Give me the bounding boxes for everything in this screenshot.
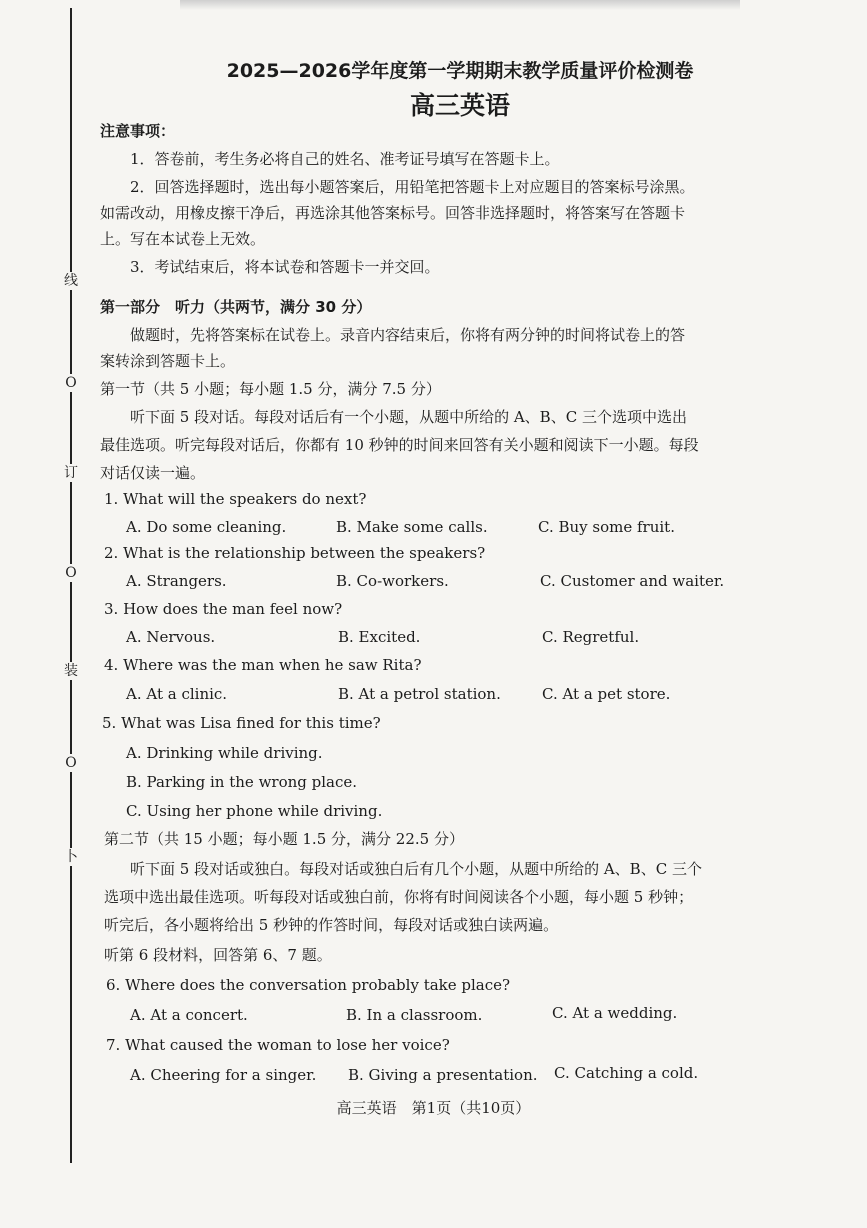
binding-mark: 线 [60,272,82,290]
option-b: B. In a classroom. [346,1006,483,1024]
scan-shadow [180,0,740,10]
question-6: 6. Where does the conversation probably take place? [106,976,511,994]
binding-mark: 卜 [60,848,82,866]
note-2-cont: 上。写在本试卷上无效。 [100,230,266,248]
exam-title: 2025—2026学年度第一学期期末教学质量评价检测卷 [226,60,694,82]
question-3: 3. How does the man feel now? [104,600,343,618]
option-a: A. At a concert. [130,1006,248,1024]
option-c: C. Using her phone while driving. [126,802,383,820]
option-a: A. Cheering for a singer. [130,1066,317,1084]
section1-heading: 第一节（共 5 小题；每小题 1.5 分，满分 7.5 分） [100,380,441,398]
question-1: 1. What will the speakers do next? [104,490,367,508]
option-c: C. At a pet store. [542,685,671,703]
option-b: B. Co-workers. [336,572,449,590]
option-a: A. At a clinic. [126,685,228,703]
binding-line [70,8,72,1163]
material-instruction: 听第 6 段材料，回答第 6、7 题。 [104,946,332,964]
part1-intro: 做题时，先将答案标在试卷上。录音内容结束后，你将有两分钟的时间将试卷上的答 [130,326,686,344]
note-2: 2．回答选择题时，选出每小题答案后，用铅笔把答题卡上对应题目的答案标号涂黑。 [130,178,695,196]
option-b: B. Excited. [338,628,421,646]
part1-heading: 第一部分 听力（共两节，满分 30 分） [100,298,372,316]
option-c: C. Buy some fruit. [538,518,675,536]
binding-mark: O [60,374,82,392]
note-3: 3．考试结束后，将本试卷和答题卡一并交回。 [130,258,440,276]
option-a: A. Drinking while driving. [126,744,323,762]
part1-intro-cont: 案转涂到答题卡上。 [100,352,236,370]
binding-mark: 装 [60,662,82,680]
option-c: C. Catching a cold. [554,1064,699,1082]
option-c: C. At a wedding. [552,1004,678,1022]
option-a: A. Do some cleaning. [126,518,287,536]
note-1: 1．答卷前，考生务必将自己的姓名、准考证号填写在答题卡上。 [130,150,560,168]
option-b: B. Make some calls. [336,518,488,536]
option-b: B. At a petrol station. [338,685,501,703]
question-5: 5. What was Lisa fined for this time? [102,714,381,732]
binding-mark: 订 [60,464,82,482]
section1-intro: 听下面 5 段对话。每段对话后有一个小题，从题中所给的 A、B、C 三个选项中选出 [130,408,687,426]
option-a: A. Strangers. [126,572,227,590]
option-b: B. Giving a presentation. [348,1066,538,1084]
section2-intro-cont: 选项中选出最佳选项。听每段对话或独白前，你将有时间阅读各个小题，每小题 5 秒钟； [104,888,694,906]
notes-heading: 注意事项： [100,122,176,140]
question-2: 2. What is the relationship between the speakers? [104,544,486,562]
binding-mark: O [60,564,82,582]
binding-mark: O [60,754,82,772]
option-c: C. Customer and waiter. [540,572,725,590]
section2-intro: 听下面 5 段对话或独白。每段对话或独白后有几个小题，从题中所给的 A、B、C 三个 [130,860,702,878]
page-footer: 高三英语 第1页（共10页） [336,1099,531,1117]
option-c: C. Regretful. [542,628,640,646]
exam-subject: 高三英语 [409,91,510,120]
section1-intro-cont: 对话仅读一遍。 [100,464,206,482]
option-a: A. Nervous. [126,628,216,646]
note-2-cont: 如需改动，用橡皮擦干净后，再选涂其他答案标号。回答非选择题时，将答案写在答题卡 [100,204,686,222]
question-4: 4. Where was the man when he saw Rita? [104,656,422,674]
section1-intro-cont: 最佳选项。听完每段对话后，你都有 10 秒钟的时间来回答有关小题和阅读下一小题。每段 [100,436,699,454]
section2-heading: 第二节（共 15 小题；每小题 1.5 分，满分 22.5 分） [104,830,464,848]
option-b: B. Parking in the wrong place. [126,773,358,791]
section2-intro-cont: 听完后，各小题将给出 5 秒钟的作答时间，每段对话或独白读两遍。 [104,916,559,934]
question-7: 7. What caused the woman to lose her voice? [106,1036,450,1054]
